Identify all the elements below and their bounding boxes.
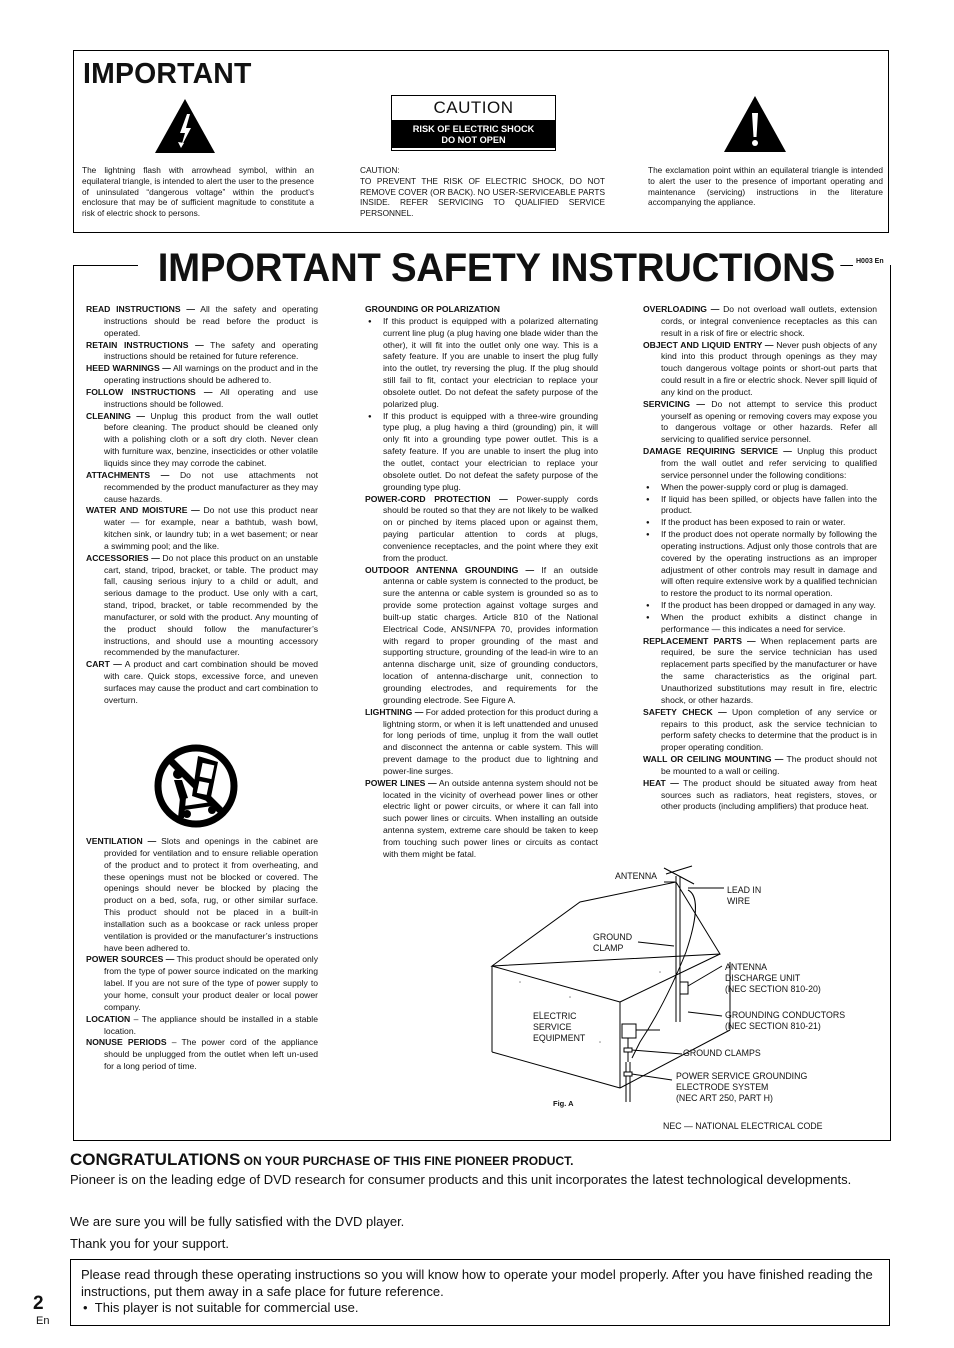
- exclamation-warning-icon: [723, 95, 787, 153]
- col2-item: [365, 778, 598, 861]
- document-code: H003 En: [856, 258, 884, 265]
- col1-item: [86, 304, 318, 340]
- col1-item: [86, 505, 318, 552]
- page-language: En: [36, 1315, 50, 1327]
- col2-item-heading: POWER-CORD PROTECTION —: [365, 493, 508, 504]
- col1-item-heading: CLEANING —: [86, 410, 146, 421]
- label-nec: NEC — NATIONAL ELECTRICAL CODE: [663, 1121, 823, 1131]
- col1-item-text: All the safety and operating instructions should be read before the product is operated.: [104, 304, 318, 338]
- col2-item-heading: OUTDOOR ANTENNA GROUNDING —: [365, 564, 535, 575]
- label-conductors-2: (NEC SECTION 810-21): [725, 1021, 821, 1031]
- damage-bullet: ● If the product does not operate normally by following the operating instructions. Adjust only those controls that are covered by the operating instructions as an improper adjustment of other controls may result in damage and will often require extensive work by a qualified technician to restore the product to its normal operation.: [643, 529, 877, 600]
- congrats-title: CONGRATULATIONS: [70, 1150, 241, 1169]
- label-discharge-1: ANTENNA: [725, 962, 768, 972]
- note-text: Please read through these operating instructions so you will know how to operate your model properly. After you have finished reading the instructions, put them away in a safe place for future reference.: [81, 1267, 873, 1299]
- label-electrode-system: [676, 1071, 807, 1104]
- col1b-item-heading: LOCATION: [86, 1013, 131, 1024]
- col1b-item-heading: NONUSE PERIODS: [86, 1037, 167, 1048]
- label-electric-1: ELECTRIC: [533, 1011, 577, 1021]
- col1-item-heading: READ INSTRUCTIONS —: [86, 304, 195, 314]
- col3b-item: [643, 778, 877, 814]
- caution-text: [360, 165, 605, 219]
- col3-item-text: Do not attempt to service this product yourself as opening or removing covers may expose you to dangerous voltage or other hazards. Refer all servicing to qualified service personnel.: [661, 398, 877, 445]
- label-discharge-2: DISCHARGE UNIT: [725, 973, 801, 983]
- col1-item-heading: ATTACHMENTS —: [86, 469, 170, 480]
- label-ground-clamp-1: GROUND: [593, 932, 633, 942]
- col1-item-heading: HEED WARNINGS —: [86, 363, 171, 374]
- col1b-item: [86, 836, 318, 954]
- grounding-bullet: ● If this product is equipped with a polarized alternating current line plug (a plug having one blade wider than the other), it will fit into the outlet only one way. This is a safety feature. If you are unable to insert the plug fully into the outlet, try reversing the plug. If the plug should still fail to fit, contact your electrician to replace your obsolete outlet. Do not defeat the safety purpose of the polarized plug.: [365, 316, 598, 411]
- note-bullet: [81, 1300, 877, 1317]
- label-ground-clamps: GROUND CLAMPS: [683, 1048, 761, 1058]
- col1b-item-text: This product should be operated only from the type of power source indicated on the marking label. If you are not sure of the type of power supply to your home, consult your product dealer or local power company.: [104, 954, 318, 1012]
- label-conductors-1: GROUNDING CONDUCTORS: [725, 1010, 846, 1020]
- column-1: [86, 304, 318, 707]
- note-box: [70, 1259, 890, 1326]
- col2-item-text: If an outside antenna or cable system is connected to the product, be sure the antenna or cable system is grounded so as to provide some protection against voltage surges and built-up static charges. Article 810 of the National Electrical Code, ANSI/NFPA 70, provides information with regard to proper grounding of the mast and supporting structure, grounding of the lead-in wire to an antenna discharge unit, size of grounding conductors, location of antenna-discharge unit, connection to grounding electrodes, and requirements for the grounding electrode. See Figure A.: [383, 564, 598, 705]
- damage-bullet: ● When the power-supply cord or plug is damaged.: [643, 482, 877, 494]
- col1-item-text: Do not place this product on an unstable cart, stand, tripod, bracket, or table. The product may fall, causing serious injury to a child or adult, and serious damage to the product. Use only with a cart, stand, tripod, bracket, or table recommended by the manufacturer, or sold with the product. Any mounting of the product should follow the manufacturer’s instructions, and should use a mounting accessory recommended by the manufacturer.: [104, 552, 318, 658]
- col1-item-text: All operating and use instructions should be followed.: [104, 386, 318, 409]
- col3b-item-text: The product should not be mounted to a wall or ceiling.: [661, 754, 877, 776]
- col3b-item-text: The product should be situated away from heat sources such as radiators, heat registers, stoves, or other products (including amplifiers) that produce heat.: [661, 777, 877, 812]
- label-electrode-3: (NEC ART 250, PART H): [676, 1093, 773, 1103]
- label-discharge-unit: [725, 962, 821, 995]
- label-ground-clamp: [593, 932, 632, 954]
- col3-item: [643, 399, 877, 446]
- lightning-warning-icon: [154, 98, 216, 154]
- col1-item-heading: RETAIN INSTRUCTIONS —: [86, 339, 204, 350]
- col3-item-heading: DAMAGE REQUIRING SERVICE —: [643, 446, 792, 457]
- damage-bullet: ● If the product has been dropped or damaged in any way.: [643, 600, 877, 612]
- col3-item-heading: SERVICING —: [643, 398, 705, 409]
- col3b-item-heading: WALL OR CEILING MOUNTING —: [643, 754, 784, 765]
- col1-item-text: All warnings on the product and in the operating instructions should be adhered to.: [104, 363, 318, 386]
- col1-item: [86, 387, 318, 411]
- col1-item-heading: WATER AND MOISTURE —: [86, 505, 200, 516]
- caution-body: TO PREVENT THE RISK OF ELECTRIC SHOCK, DO NOT REMOVE COVER (OR BACK). NO USER-SERVICEABLE PARTS INSIDE. REFER SERVICING TO QUALIFIED SERVICE PERSONNEL.: [360, 175, 605, 219]
- col3b-item: [643, 754, 877, 778]
- col1-item: [86, 411, 318, 470]
- col1-item-heading: CART —: [86, 659, 122, 670]
- col2-item-heading: LIGHTNING —: [365, 706, 424, 717]
- col3-item-heading: OVERLOADING —: [643, 304, 720, 314]
- grounding-heading: GROUNDING OR POLARIZATION: [365, 304, 500, 314]
- label-lead-in-1: LEAD IN: [727, 885, 762, 895]
- col2-item: [365, 707, 598, 778]
- label-lead-in: [727, 885, 761, 907]
- col3b-item-heading: HEAT —: [643, 777, 679, 788]
- col1-item-text: Do not use this product near water — for example, near a bathtub, wash bowl, kitchen sink, or laundry tub; in a wet basement; or near a swimming pool; and the like.: [104, 505, 318, 551]
- col1b-item: [86, 954, 318, 1013]
- col1b-item-heading: POWER SOURCES —: [86, 954, 175, 965]
- col3-item: [643, 446, 877, 482]
- col1-item: [86, 659, 318, 706]
- label-ground-clamp-2: CLAMP: [593, 943, 624, 953]
- col2-item-text: An outside antenna system should not be located in the vicinity of overhead power lines or other electric light or power circuits, or where it can fall into such power lines or circuits. When installing an outside antenna system, extreme care should be taken to keep from touching such power lines or circuits as contact with them might be fatal.: [383, 777, 598, 859]
- label-electric-2: SERVICE: [533, 1022, 572, 1032]
- damage-bullet: ● If the product has been exposed to rain or water.: [643, 517, 877, 529]
- col3b-item-text: When replacement parts are required, be sure the service technician has used replacement parts specified by the manufacturer or have the same characteristics as the original part. Unauthorized substitutions may result in fire, electric shock, or other hazards.: [661, 635, 877, 705]
- col1b-item: [86, 1037, 318, 1073]
- col2-item: [365, 565, 598, 707]
- antenna-grounding-diagram: [460, 862, 882, 1132]
- col3-item-text: Unplug this product from the wall outlet and refer servicing to qualified service personnel under the following conditions:: [661, 446, 877, 480]
- label-grounding-conductors: [725, 1010, 845, 1032]
- caution-sign-line2: DO NOT OPEN: [441, 135, 506, 145]
- bullet-icon: •: [83, 1300, 88, 1315]
- col1b-item-heading: VENTILATION —: [86, 836, 157, 846]
- column-1-lower: [86, 836, 318, 1073]
- col3b-item: [643, 707, 877, 754]
- col1-item-text: Do not use attachments not recommended by the product manufacturer as they may cause hazards.: [104, 469, 318, 504]
- col1-item: [86, 363, 318, 387]
- col1-item-text: A product and cart combination should be moved with care. Quick stops, excessive force, and uneven surfaces may cause the product and cart combination to overturn.: [104, 659, 318, 705]
- column-2: [365, 304, 598, 861]
- page-number: 2: [33, 1293, 44, 1314]
- caution-label: CAUTION:: [360, 165, 400, 175]
- col3-item: [643, 304, 877, 340]
- col3-item-text: Do not overload wall outlets, extension cords, or integral convenience receptacles as this can result in a risk of fire or electric shock.: [661, 304, 877, 338]
- safety-title: IMPORTANT SAFETY INSTRUCTIONS: [152, 245, 841, 291]
- col2-item-heading: POWER LINES —: [365, 777, 437, 788]
- congrats-paragraph-1: Pioneer is on the leading edge of DVD research for consumer products and this unit incorporates the latest technological developments.: [70, 1172, 852, 1187]
- col3b-item-heading: SAFETY CHECK —: [643, 706, 727, 717]
- col3-item-heading: OBJECT AND LIQUID ENTRY —: [643, 339, 774, 350]
- col3b-item-heading: REPLACEMENT PARTS —: [643, 635, 756, 646]
- caution-sign-body: [392, 121, 555, 148]
- col1-item: [86, 553, 318, 660]
- col1-item-text: The safety and operating instructions should be retained for future reference.: [104, 339, 319, 362]
- congrats-subtitle: ON YOUR PURCHASE OF THIS FINE PIONEER PRODUCT.: [240, 1154, 574, 1168]
- congrats-paragraph-2: We are sure you will be fully satisfied with the DVD player.: [70, 1214, 405, 1229]
- label-electrode-2: ELECTRODE SYSTEM: [676, 1082, 769, 1092]
- col3-item: [643, 340, 877, 399]
- col1-item: [86, 340, 318, 364]
- col2-item-text: For added protection for this product during a lightning storm, or when it is left unattended and unused for long periods of time, unplug it from the wall outlet and disconnect the antenna or cable system. This will prevent damage to the product due to lightning and power-line surges.: [383, 706, 598, 776]
- col3b-item: [643, 636, 877, 707]
- label-discharge-3: (NEC SECTION 810-20): [725, 984, 821, 994]
- col3-item-text: Never push objects of any kind into this product through openings as they may touch dangerous voltage points or short-out parts that could result in a fire or electric shock. Never spill liquid of any kind on the product.: [661, 339, 877, 397]
- important-title: IMPORTANT: [83, 58, 252, 90]
- column-3: [643, 304, 877, 813]
- col2-item: [365, 494, 598, 565]
- col1-item-heading: ACCESSORIES —: [86, 552, 160, 563]
- damage-bullet: ● When the product exhibits a distinct change in performance — this indicates a need for service.: [643, 612, 877, 636]
- note-bullet-text: This player is not suitable for commercial use.: [94, 1300, 359, 1315]
- col1-item-text: Unplug this product from the wall outlet before cleaning. The product should be cleaned only with a polishing cloth or a soft dry cloth. Never clean with furniture wax, benzine, insecticides or other volatile liquids since they may corrode the cabinet.: [104, 410, 318, 468]
- label-electric-3: EQUIPMENT: [533, 1033, 586, 1043]
- grounding-bullet: ● If this product is equipped with a three-wire grounding type plug, a plug having a third (grounding) pin, it will only fit into a grounding type power outlet. This is a safety feature. If you are unable to insert the plug into the outlet, contact your electrician to replace your obsolete outlet. Do not defeat the safety purpose of the grounding type plug.: [365, 411, 598, 494]
- label-electrode-1: POWER SERVICE GROUNDING: [676, 1071, 808, 1081]
- col1b-item-text: Slots and openings in the cabinet are provided for ventilation and to ensure reliable operation of the product and to protect it from overheating, and these openings must not be blocked or covered. The openings should never be blocked by placing the product on a bed, sofa, rug, or other similar surface. This product should not be placed in a built-in installation such as a bookcase or rack unless proper ventilation is provided or the manufacturer’s instructions have been adhered to.: [104, 836, 318, 953]
- col2-item-text: Power-supply cords should be routed so that they are not likely to be walked on or pinched by items placed upon or against them, paying particular attention to cords at plugs, convenience receptacles, and the point where they exit from the product.: [383, 493, 598, 563]
- col1-item-heading: FOLLOW INSTRUCTIONS —: [86, 386, 213, 397]
- congrats-heading: [70, 1150, 573, 1170]
- cart-tipover-icon: [148, 744, 244, 829]
- col1b-item: [86, 1014, 318, 1038]
- col1b-item-text: – The power cord of the appliance should be unplugged from the outlet when left un-used for a long period of time.: [104, 1037, 318, 1072]
- lightning-description: The lightning flash with arrowhead symbol, within an equilateral triangle, is intended to alert the user to the presence of uninsulated “dangerous voltage” within the product’s enclosure that may be of sufficient magnitude to constitute a risk of electric shock to persons.: [82, 165, 314, 219]
- label-lead-in-2: WIRE: [727, 896, 750, 906]
- col1-item: [86, 470, 318, 506]
- damage-bullet: ● If liquid has been spilled, or objects have fallen into the product.: [643, 494, 877, 518]
- exclamation-description: The exclamation point within an equilateral triangle is intended to alert the user to the presence of important operating and maintenance (servicing) instructions in the literature accompanying the appliance.: [648, 165, 883, 208]
- label-electric-equipment: [533, 1011, 585, 1044]
- caution-sign-line1: RISK OF ELECTRIC SHOCK: [412, 124, 535, 134]
- congrats-paragraph-3: Thank you for your support.: [70, 1236, 229, 1251]
- col1b-item-text: – The appliance should be installed in a stable location.: [104, 1013, 318, 1036]
- label-antenna: ANTENNA: [615, 871, 658, 881]
- caution-sign: [391, 95, 556, 151]
- caution-sign-title: CAUTION: [392, 96, 555, 121]
- col3b-item-text: Upon completion of any service or repairs to this product, ask the service technician to perform safety checks to determine that the product is in proper operating condition.: [661, 706, 877, 753]
- figure-caption: Fig. A: [553, 1099, 574, 1108]
